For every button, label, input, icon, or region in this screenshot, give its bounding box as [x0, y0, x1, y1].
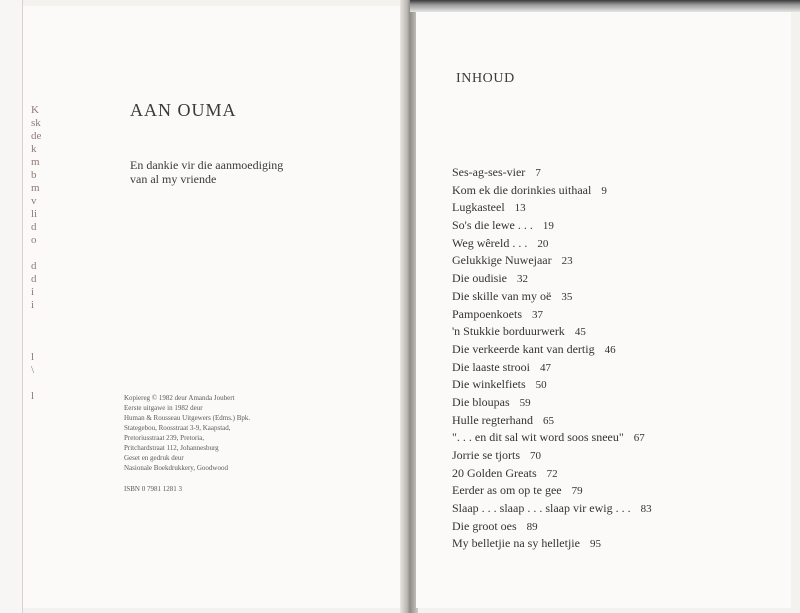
- toc-entry-title: Die groot oes: [452, 518, 517, 533]
- dedication-text: [130, 158, 283, 186]
- toc-entry: [452, 500, 652, 518]
- bleed-letter: [31, 325, 47, 338]
- imprint-block: [124, 393, 250, 473]
- toc-entry-page: 32: [517, 273, 528, 286]
- toc-entry-title: My belletjie na sy helletjie: [452, 536, 580, 551]
- bleed-letter: m: [31, 182, 40, 194]
- toc-entry-page: 95: [589, 538, 601, 551]
- toc-entry-title: Lugkasteel: [452, 200, 505, 215]
- toc-entry-page: 13: [514, 202, 526, 215]
- toc-entry-title: Die bloupas: [452, 394, 510, 409]
- bleed-letter: [31, 338, 47, 351]
- toc-entry-title: Die verkeerde kant van dertig: [452, 341, 595, 356]
- toc-entry-page: 47: [539, 361, 551, 374]
- toc-entry: [452, 412, 652, 430]
- toc-entry: [452, 447, 652, 465]
- toc-entry: [452, 376, 652, 394]
- bleed-letter: [31, 312, 47, 325]
- toc-entry-title: Kom ek die dorinkies uithaal: [452, 182, 592, 197]
- imprint-line: Geset en gedruk deur: [124, 454, 184, 462]
- dedication-title: AAN OUMA: [130, 100, 237, 120]
- bleed-letter: K: [31, 104, 39, 116]
- toc-entry-title: 'n Stukkie borduurwerk: [452, 324, 565, 339]
- imprint-line: Eerste uitgawe in 1982 deur: [124, 404, 203, 412]
- toc-entry-page: 50: [535, 379, 547, 392]
- bleed-letter: i: [31, 286, 35, 298]
- bleed-letter: d: [31, 260, 37, 272]
- toc-entry: [452, 535, 652, 553]
- toc-entry-title: Die laaste strooi: [452, 359, 530, 374]
- bleed-through-letters: [31, 104, 47, 403]
- bleed-letter: l: [31, 351, 35, 363]
- toc-entry-page: 89: [526, 520, 538, 533]
- toc-entry-title: Die skille van my oë: [452, 288, 552, 303]
- bleed-letter: v: [31, 195, 37, 207]
- toc-entry-page: 65: [542, 414, 554, 427]
- bleed-letter: li: [31, 208, 38, 220]
- toc-entry: [452, 359, 652, 377]
- toc-entry-title: 20 Golden Greats: [452, 465, 537, 480]
- toc-entry-title: Weg wêreld . . .: [452, 235, 528, 250]
- toc-entry-title: Slaap . . . slaap . . . slaap vir ewig . . .: [452, 501, 631, 516]
- toc-heading: INHOUD: [456, 71, 515, 86]
- toc-entry-title: Die oudisie: [452, 271, 507, 286]
- imprint-line: Human & Rousseau Uitgewers (Edms.) Bpk.: [124, 414, 251, 422]
- toc-entry: [452, 341, 652, 359]
- imprint-line: Stategebou, Roosstraat 3-9, Kaapstad,: [124, 424, 231, 432]
- bleed-letter: m: [31, 156, 40, 168]
- bleed-letter: d: [31, 273, 37, 285]
- top-shadow: [410, 0, 800, 12]
- dedication-line: En dankie vir die aanmoediging: [130, 158, 284, 172]
- left-page: [23, 6, 403, 608]
- bleed-letter: b: [31, 169, 37, 181]
- toc-entry: [452, 235, 652, 253]
- toc-entry-page: 79: [571, 485, 583, 498]
- toc-entry-title: Hulle regterhand: [452, 412, 533, 427]
- toc-entry-page: 9: [601, 184, 607, 197]
- toc-entry: [452, 482, 652, 500]
- toc-entry-page: 19: [542, 220, 554, 233]
- previous-page-edge: [0, 0, 23, 613]
- isbn: ISBN 0 7981 1281 3: [124, 485, 182, 493]
- toc-entry-page: 67: [633, 432, 645, 445]
- toc-entry: [452, 199, 652, 217]
- bleed-letter: sk: [31, 117, 41, 129]
- toc-entry-page: 7: [535, 167, 541, 179]
- toc-entry: [452, 270, 652, 288]
- toc-entry: [452, 429, 652, 447]
- toc-entry: [452, 306, 652, 324]
- imprint-line: Kopiereg © 1982 deur Amanda Joubert: [124, 394, 235, 402]
- bleed-letter: [31, 377, 47, 390]
- toc-entry: [452, 518, 652, 536]
- bleed-letter: de: [31, 130, 42, 142]
- toc-entry-title: Jorrie se tjorts: [452, 448, 520, 462]
- toc-entry-title: Die winkelfiets: [452, 377, 526, 392]
- toc-entry-title: Gelukkige Nuwejaar: [452, 253, 552, 268]
- toc-entry: [452, 217, 652, 235]
- bleed-letter: i: [31, 299, 35, 311]
- toc-entry-title: Eerder as om op te gee: [452, 483, 562, 498]
- bleed-letter: [31, 247, 47, 260]
- imprint-line: Pritchardstraat 112, Johannesburg: [124, 444, 219, 452]
- toc-entry: [452, 252, 652, 270]
- table-of-contents: [452, 164, 652, 553]
- toc-entry: [452, 323, 652, 341]
- toc-entry: [452, 288, 652, 306]
- toc-entry-page: 72: [546, 467, 558, 480]
- toc-entry-page: 45: [574, 326, 586, 339]
- toc-entry-page: 23: [561, 255, 573, 268]
- bleed-letter: l: [31, 390, 35, 402]
- toc-entry: [452, 164, 652, 182]
- toc-entry: [452, 394, 652, 412]
- toc-entry-page: 35: [561, 290, 573, 303]
- toc-entry-page: 83: [640, 503, 652, 516]
- toc-entry-title: Pampoenkoets: [452, 306, 522, 321]
- bleed-letter: d: [31, 221, 37, 233]
- toc-entry-title: ". . . en dit sal wit word soos sneeu": [452, 430, 624, 445]
- toc-entry-page: 20: [537, 237, 549, 250]
- toc-entry-title: Ses-ag-ses-vier: [452, 165, 526, 179]
- toc-entry-page: 37: [532, 308, 543, 321]
- toc-entry-title: So's die lewe . . .: [452, 218, 533, 233]
- toc-entry-page: 70: [530, 450, 541, 462]
- bleed-letter: k: [31, 143, 37, 155]
- toc-entry-page: 46: [604, 343, 616, 356]
- bleed-letter: \: [31, 364, 35, 376]
- toc-entry-page: 59: [519, 396, 531, 409]
- bleed-letter: o: [31, 234, 37, 246]
- toc-entry: [452, 465, 652, 483]
- imprint-line: Nasionale Boekdrukkery, Goodwood: [124, 464, 228, 472]
- imprint-line: Pretoriusstraat 239, Pretoria,: [124, 434, 205, 442]
- dedication-line: van al my vriende: [130, 172, 217, 186]
- toc-entry: [452, 182, 652, 200]
